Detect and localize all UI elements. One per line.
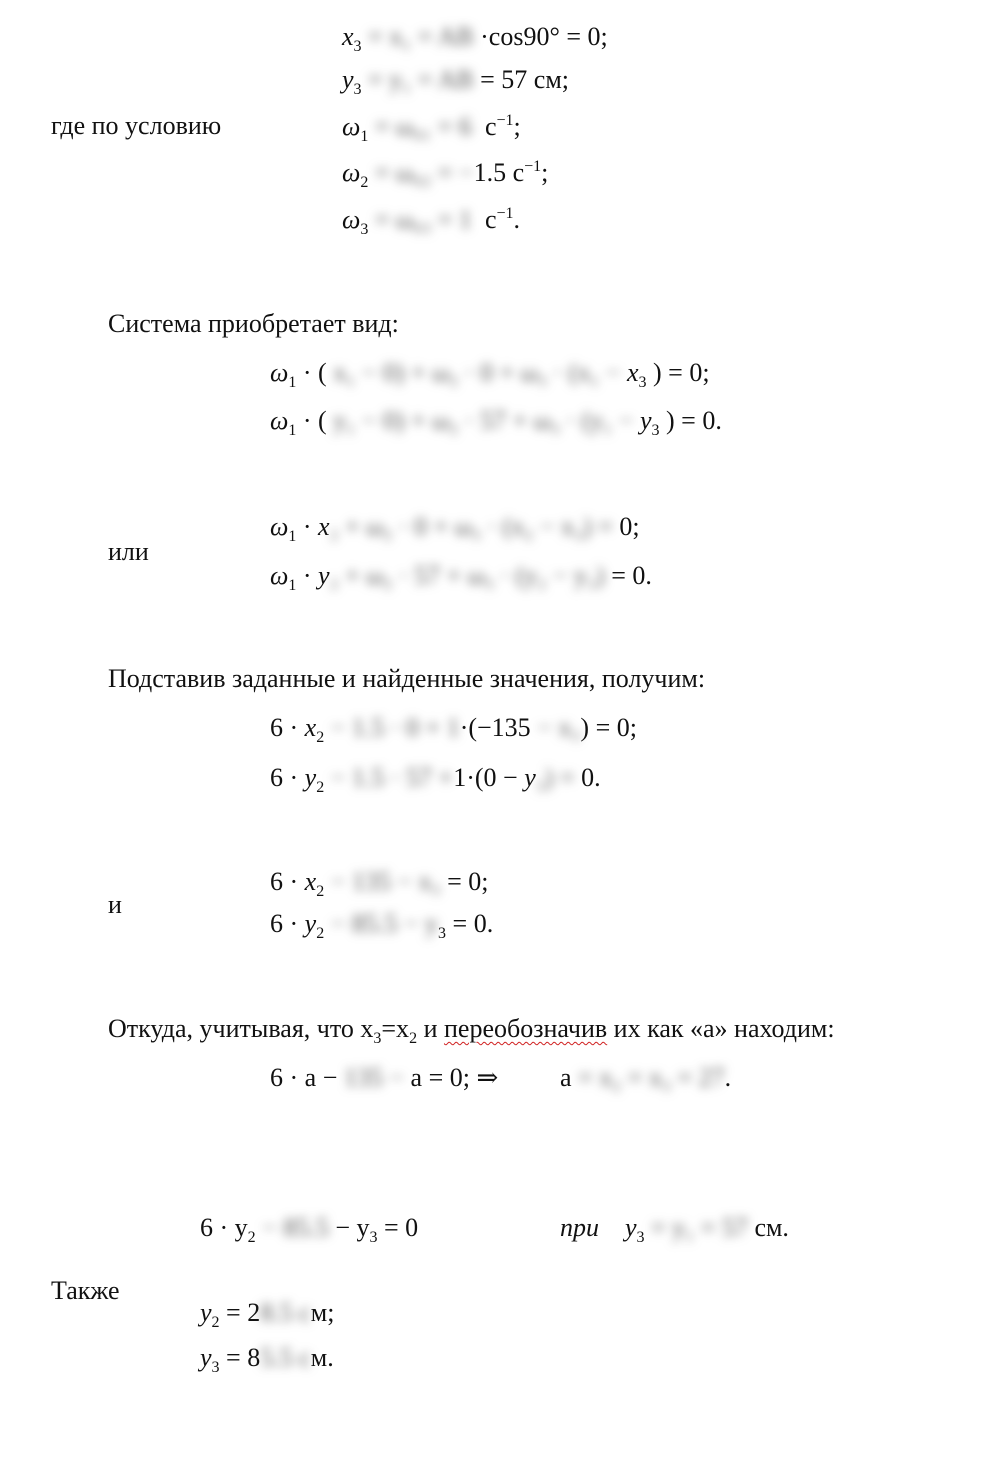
label-podstaviv: Подставив заданные и найденные значения, получим: [108, 664, 706, 693]
eq-a: 6 · a − 135 − a = 0; ⇒ [270, 1063, 499, 1092]
eq-i-2: $6 \cdot y_2 - 85.5 - y_3 = 0$. [270, 909, 494, 942]
eq-sub-2: $6 \cdot y_2 - 1.5 \cdot 57 +1\cdot(0 - y_3) = 0$. [270, 763, 601, 796]
eq-x3: $x_3 = x_1$ = AB ·cos90° = 0; [342, 22, 608, 55]
spellcheck-underline: переобозначив [443, 1014, 608, 1043]
eq-omega3: $\omega_3 = \omega_{03} = 1$ $c^{-1}$. [342, 205, 521, 238]
eq-ili-2: $\omega_1 \cdot y_2 + \omega_2 \cdot 57 + \omega_3 \cdot (y_2 - y_3) = 0$. [270, 561, 652, 594]
eq-y3-result: $y_3 = 85.5$ см. [200, 1343, 334, 1376]
eq-sub-1: $6 \cdot x_2 - 1.5 \cdot 0 + 1\cdot(-135 - x_3) = 0$; [270, 713, 637, 746]
eq-pri: при $y_3 = y_1 = 57$ см. [560, 1213, 789, 1246]
label-ili: или [108, 537, 149, 566]
label-sistema: Система приобретает вид: [108, 309, 399, 338]
eq-y2-result: $y_2 = 28.5$ см; [200, 1298, 335, 1331]
eq-system-1: $\omega_1$ · ( $x_1 - 0) + \omega_2 \cdot 0 + \omega_3 \cdot (x_1 - x_3$ ) = 0; [270, 358, 710, 391]
label-i: и [108, 890, 122, 919]
label-otkuda: Откуда, учитывая, что $x_3=x_2$ и переобозначив их как «а» находим: [108, 1014, 835, 1047]
label-gde-po-usloviyu: где по условию [51, 111, 222, 140]
eq-ili-1: $\omega_1 \cdot x_2 + \omega_2 \cdot 0 + \omega_3 \cdot (x_2 - x_3) = 0$; [270, 512, 640, 545]
label-takzhe: Также [51, 1276, 120, 1305]
eq-system-2: $\omega_1$ · ( $y_1 - 0) + \omega_2 \cdot 57 + \omega_3 \cdot (y_1 - y_3$ ) = 0. [270, 406, 722, 439]
eq-omega2: $\omega_2 = \omega_{02} = -1.5$ $c^{-1}$; [342, 158, 549, 191]
eq-y3: $y_3 = y_1$ = AB = 57 см; [342, 65, 570, 98]
eq-omega1: $\omega_1 = \omega_{01} = 6$ $c^{-1}$; [342, 112, 521, 145]
eq-y2: $6 \cdot y_2 - 85.5 - y_3 = 0$ [200, 1213, 419, 1246]
eq-a-result: а = x₂ = x₃ = 27. [560, 1063, 732, 1092]
eq-i-1: $6 \cdot x_2 - 135 - x_3 = 0$; [270, 867, 489, 900]
